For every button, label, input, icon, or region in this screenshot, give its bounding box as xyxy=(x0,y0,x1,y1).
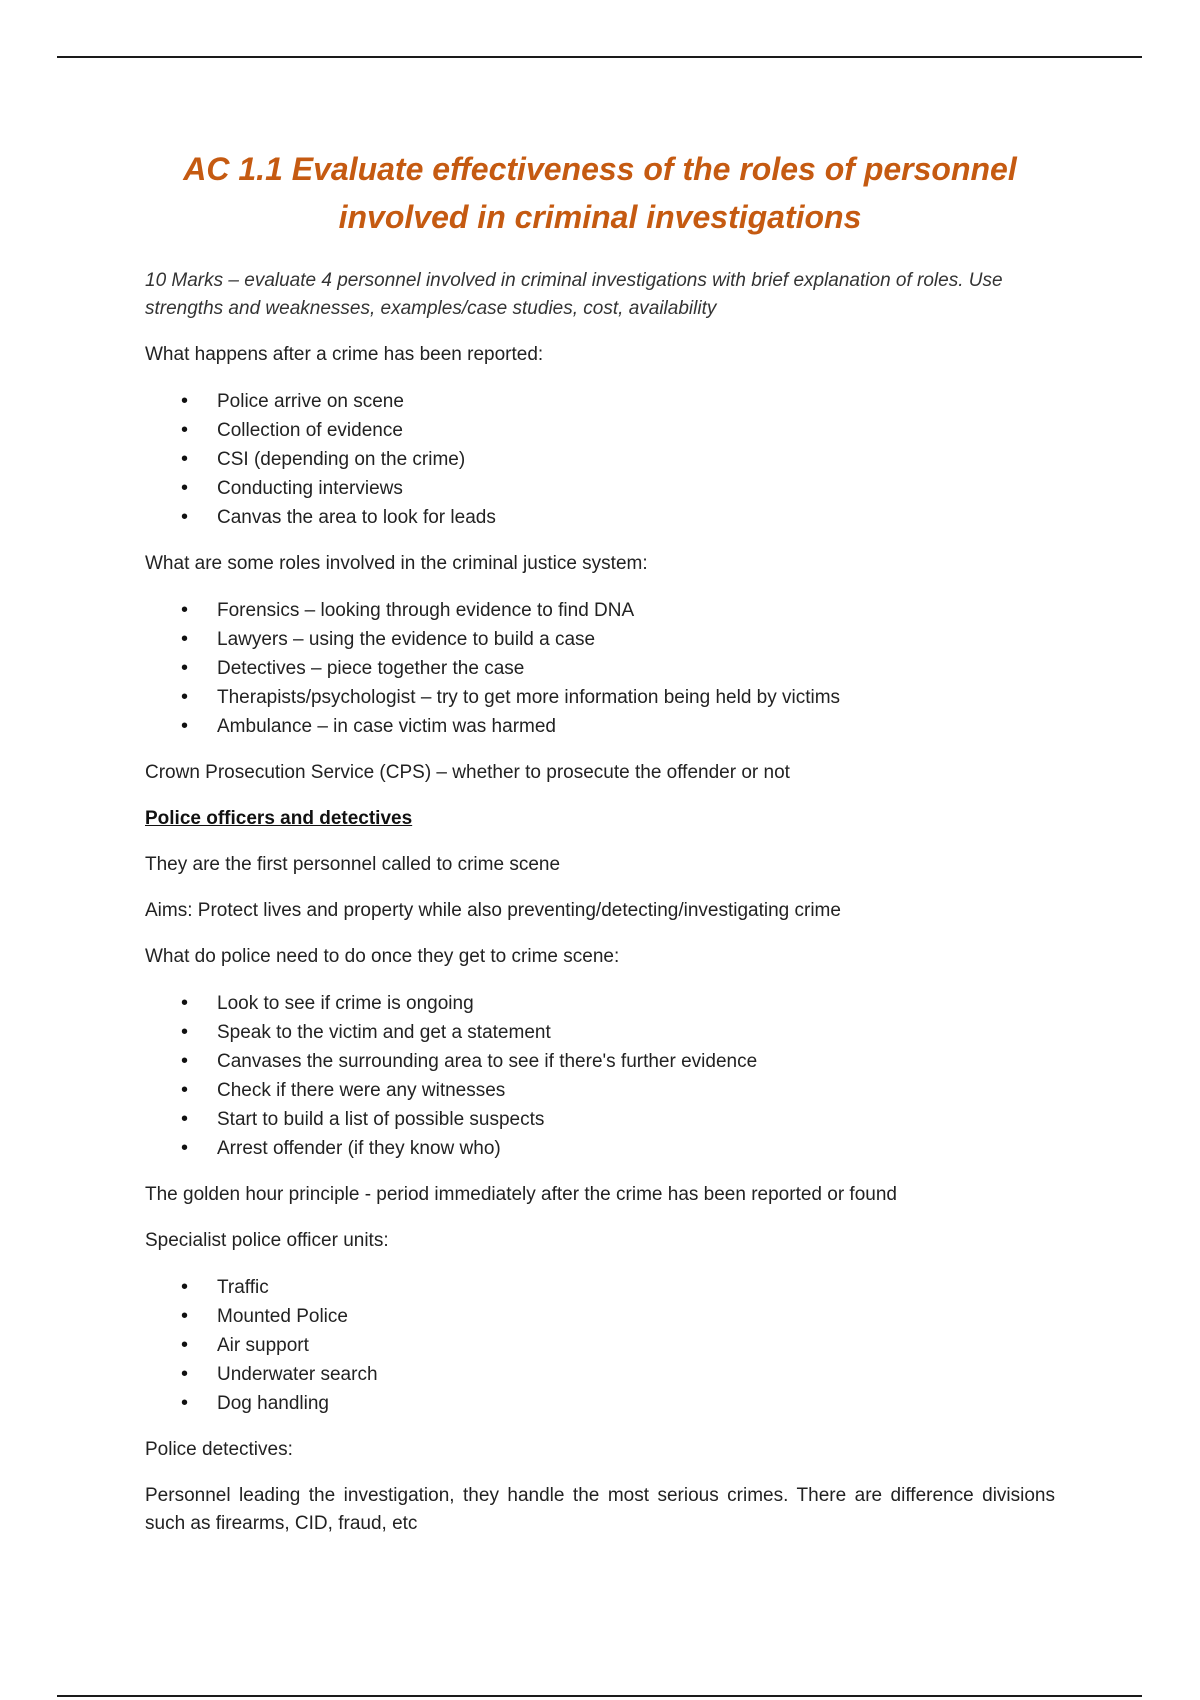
document-body xyxy=(145,145,1055,1556)
section3-list xyxy=(145,989,1055,1163)
detectives-paragraph: Personnel leading the investigation, they handle the most serious crimes. There are difference divisions such as firearms, CID, fraud, etc xyxy=(145,1485,1055,1534)
list-item: • Dog handling xyxy=(145,1389,1055,1418)
police-heading: Police officers and detectives xyxy=(145,808,413,829)
list-item: • Air support xyxy=(145,1331,1055,1360)
intro-instructions: 10 Marks – evaluate 4 personnel involved in criminal investigations with brief explanation of roles. Use strengths and weaknesses, examples/case studies, cost, availability xyxy=(145,270,1003,319)
section1-list xyxy=(145,387,1055,532)
list-item: • Arrest offender (if they know who) xyxy=(145,1134,1055,1163)
bottom-rule xyxy=(57,1695,1142,1697)
list-item: • Ambulance – in case victim was harmed xyxy=(145,712,1055,741)
page-title: AC 1.1 Evaluate effectiveness of the roles of personnel involved in criminal investigations xyxy=(183,151,1017,235)
list-item: • Underwater search xyxy=(145,1360,1055,1389)
list-item: • Canvas the area to look for leads xyxy=(145,503,1055,532)
list-item: • Look to see if crime is ongoing xyxy=(145,989,1055,1018)
list-item: • Collection of evidence xyxy=(145,416,1055,445)
list-item: • CSI (depending on the crime) xyxy=(145,445,1055,474)
golden-hour-line: The golden hour principle - period immediately after the crime has been reported or found xyxy=(145,1184,897,1205)
list-item: • Speak to the victim and get a statement xyxy=(145,1018,1055,1047)
list-item: • Mounted Police xyxy=(145,1302,1055,1331)
section4-question: Specialist police officer units: xyxy=(145,1230,389,1251)
list-item: • Canvases the surrounding area to see if there's further evidence xyxy=(145,1047,1055,1076)
aims-line: Aims: Protect lives and property while also preventing/detecting/investigating crime xyxy=(145,900,841,921)
detectives-heading: Police detectives: xyxy=(145,1439,293,1460)
list-item: • Therapists/psychologist – try to get more information being held by victims xyxy=(145,683,1055,712)
section4-list xyxy=(145,1273,1055,1418)
list-item: • Traffic xyxy=(145,1273,1055,1302)
top-rule xyxy=(57,56,1142,58)
section2-question: What are some roles involved in the criminal justice system: xyxy=(145,553,648,574)
list-item: • Lawyers – using the evidence to build a case xyxy=(145,625,1055,654)
list-item: • Check if there were any witnesses xyxy=(145,1076,1055,1105)
section2-list xyxy=(145,596,1055,741)
first-called-line: They are the first personnel called to crime scene xyxy=(145,854,561,875)
list-item: • Start to build a list of possible suspects xyxy=(145,1105,1055,1134)
list-item: • Conducting interviews xyxy=(145,474,1055,503)
cps-line: Crown Prosecution Service (CPS) – whether to prosecute the offender or not xyxy=(145,762,790,783)
section3-question: What do police need to do once they get to crime scene: xyxy=(145,946,620,967)
list-item: • Forensics – looking through evidence to find DNA xyxy=(145,596,1055,625)
list-item: • Detectives – piece together the case xyxy=(145,654,1055,683)
list-item: • Police arrive on scene xyxy=(145,387,1055,416)
section1-question: What happens after a crime has been reported: xyxy=(145,344,544,365)
